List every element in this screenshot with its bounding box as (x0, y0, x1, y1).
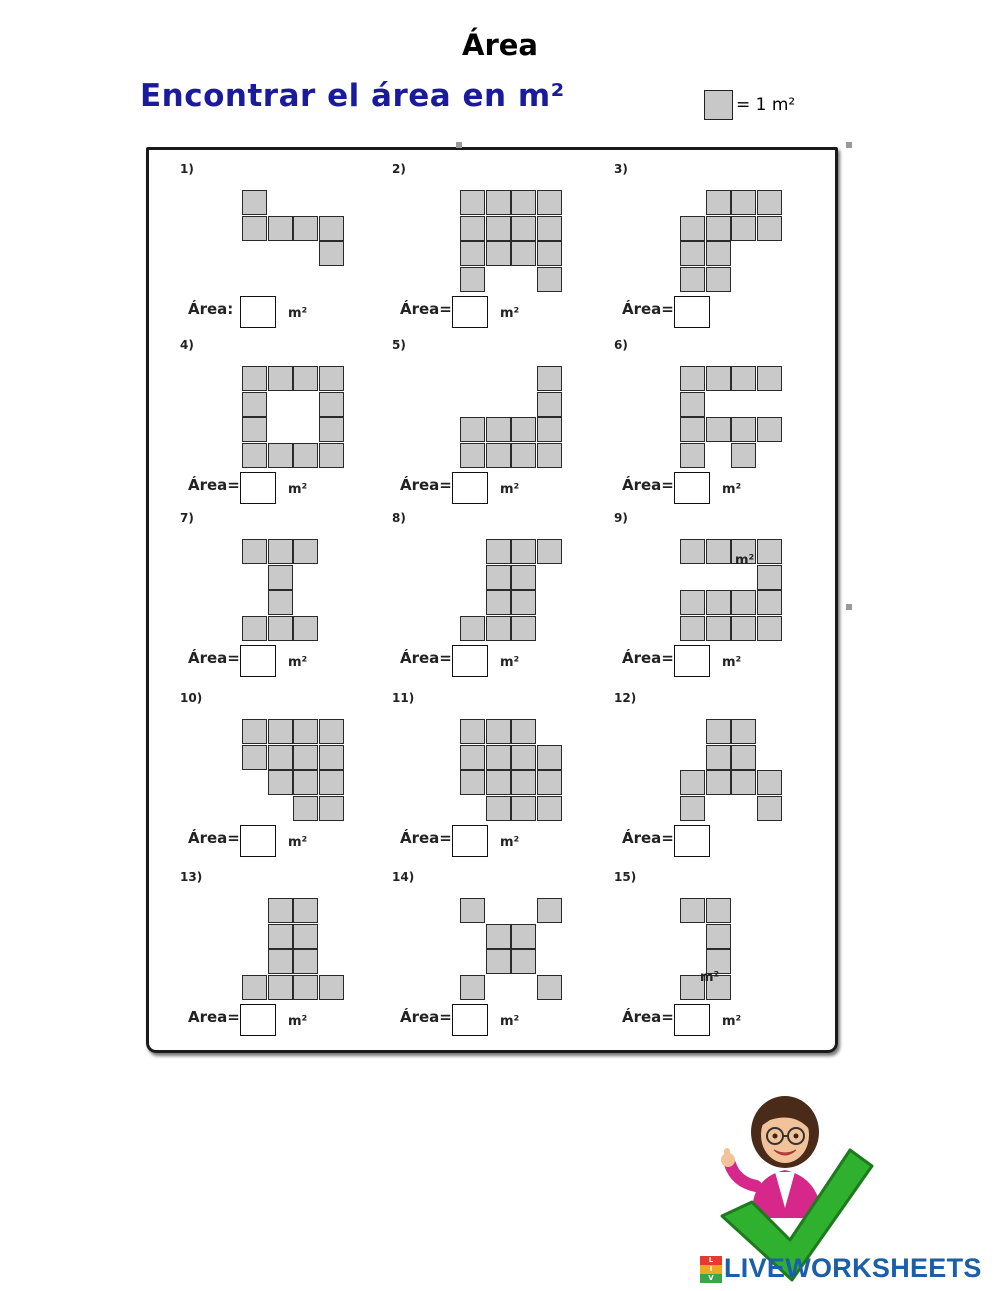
area-unit-square (460, 975, 485, 1000)
area-unit-square (486, 924, 511, 949)
area-unit-square (486, 216, 511, 241)
exercise-number: 8) (392, 511, 406, 525)
area-unit-square (757, 216, 782, 241)
area-unit-square (293, 898, 318, 923)
area-unit-square (268, 616, 293, 641)
area-unit-square (242, 616, 267, 641)
area-label: Área= (622, 300, 674, 318)
area-unit-square (293, 366, 318, 391)
unit-label: m² (288, 835, 308, 850)
area-unit-square (731, 366, 756, 391)
area-unit-square (242, 392, 267, 417)
area-unit-square (706, 745, 731, 770)
area-unit-square (293, 770, 318, 795)
exercise-number: 3) (614, 162, 628, 176)
badge-letter: V (700, 1274, 722, 1283)
area-unit-square (486, 590, 511, 615)
exercise-number: 14) (392, 870, 415, 884)
area-unit-square (486, 949, 511, 974)
area-answer-input[interactable] (452, 1004, 488, 1036)
area-answer-input[interactable] (674, 472, 710, 504)
area-unit-square (293, 719, 318, 744)
exercise-number: 13) (180, 870, 203, 884)
area-label: Área= (188, 476, 240, 494)
area-unit-square (537, 796, 562, 821)
area-unit-square (731, 443, 756, 468)
area-unit-square (319, 366, 344, 391)
area-unit-square (511, 796, 536, 821)
area-unit-square (460, 443, 485, 468)
area-unit-square (537, 392, 562, 417)
area-unit-square (268, 539, 293, 564)
exercise-number: 7) (180, 511, 194, 525)
area-unit-square (268, 565, 293, 590)
area-unit-square (486, 443, 511, 468)
area-unit-square (486, 719, 511, 744)
area-unit-square (706, 590, 731, 615)
area-unit-square (511, 770, 536, 795)
area-label: Área= (622, 829, 674, 847)
area-label: Área= (400, 829, 452, 847)
area-unit-square (460, 745, 485, 770)
area-unit-square (268, 216, 293, 241)
exercise-number: 4) (180, 338, 194, 352)
area-unit-square (731, 216, 756, 241)
area-unit-square (706, 267, 731, 292)
square-meter-mark: m² (700, 970, 720, 985)
area-unit-square (268, 949, 293, 974)
area-label: Área= (188, 649, 240, 667)
area-unit-square (460, 616, 485, 641)
exercise-number: 6) (614, 338, 628, 352)
area-unit-square (757, 796, 782, 821)
area-unit-square (268, 443, 293, 468)
unit-label: m² (500, 482, 520, 497)
area-unit-square (486, 417, 511, 442)
area-unit-square (706, 898, 731, 923)
area-unit-square (486, 770, 511, 795)
area-unit-square (680, 616, 705, 641)
unit-label: m² (500, 1014, 520, 1029)
area-unit-square (731, 616, 756, 641)
liveworksheets-logo (700, 1253, 982, 1284)
page-title: Área (462, 28, 538, 62)
exercise-number: 9) (614, 511, 628, 525)
area-label: Área= (622, 649, 674, 667)
area-unit-square (706, 366, 731, 391)
area-answer-input[interactable] (240, 472, 276, 504)
area-label: Área= (400, 649, 452, 667)
area-label: Area= (188, 1008, 240, 1026)
area-unit-square (511, 539, 536, 564)
area-unit-square (511, 417, 536, 442)
area-unit-square (293, 539, 318, 564)
area-unit-square (537, 241, 562, 266)
area-unit-square (511, 565, 536, 590)
area-unit-square (486, 241, 511, 266)
area-unit-square (319, 719, 344, 744)
area-unit-square (731, 745, 756, 770)
exercise-number: 15) (614, 870, 637, 884)
area-unit-square (268, 366, 293, 391)
area-unit-square (242, 975, 267, 1000)
area-unit-square (680, 216, 705, 241)
area-unit-square (268, 898, 293, 923)
exercise-number: 1) (180, 162, 194, 176)
area-unit-square (486, 616, 511, 641)
area-unit-square (242, 443, 267, 468)
area-unit-square (537, 267, 562, 292)
area-unit-square (706, 719, 731, 744)
area-unit-square (757, 770, 782, 795)
area-unit-square (680, 241, 705, 266)
area-unit-square (731, 719, 756, 744)
area-unit-square (731, 590, 756, 615)
area-unit-square (319, 796, 344, 821)
area-unit-square (242, 745, 267, 770)
area-answer-input[interactable] (452, 825, 488, 857)
area-unit-square (706, 616, 731, 641)
area-unit-square (319, 241, 344, 266)
area-unit-square (242, 417, 267, 442)
area-unit-square (486, 796, 511, 821)
area-unit-square (731, 770, 756, 795)
area-unit-square (460, 719, 485, 744)
area-unit-square (319, 417, 344, 442)
area-label: Área= (400, 476, 452, 494)
area-unit-square (511, 443, 536, 468)
unit-label: m² (288, 306, 308, 321)
unit-label: m² (500, 655, 520, 670)
area-unit-square (268, 745, 293, 770)
area-unit-square (680, 392, 705, 417)
area-unit-square (293, 745, 318, 770)
area-unit-square (757, 190, 782, 215)
unit-label: m² (722, 482, 742, 497)
area-answer-input[interactable] (674, 825, 710, 857)
area-unit-square (511, 719, 536, 744)
area-unit-square (319, 216, 344, 241)
area-unit-square (680, 366, 705, 391)
area-unit-square (293, 949, 318, 974)
area-unit-square (319, 745, 344, 770)
unit-label: m² (722, 1014, 742, 1029)
area-label: Área= (622, 1008, 674, 1026)
area-unit-square (460, 770, 485, 795)
area-unit-square (706, 241, 731, 266)
area-unit-square (680, 539, 705, 564)
area-unit-square (319, 975, 344, 1000)
area-unit-square (731, 190, 756, 215)
area-answer-input[interactable] (452, 472, 488, 504)
area-unit-square (537, 443, 562, 468)
area-unit-square (511, 745, 536, 770)
area-unit-square (680, 417, 705, 442)
area-unit-square (537, 975, 562, 1000)
area-unit-square (680, 590, 705, 615)
area-unit-square (486, 539, 511, 564)
unit-label: m² (500, 835, 520, 850)
area-unit-square (486, 745, 511, 770)
area-unit-square (460, 898, 485, 923)
exercise-number: 2) (392, 162, 406, 176)
area-answer-input[interactable] (240, 1004, 276, 1036)
area-unit-square (757, 616, 782, 641)
exercise-number: 10) (180, 691, 203, 705)
area-unit-square (537, 190, 562, 215)
area-unit-square (319, 770, 344, 795)
area-unit-square (460, 241, 485, 266)
area-label: Área= (400, 300, 452, 318)
area-answer-input[interactable] (240, 296, 276, 328)
unit-label: m² (288, 482, 308, 497)
area-answer-input[interactable] (674, 645, 710, 677)
exercise-number: 5) (392, 338, 406, 352)
area-unit-square (319, 443, 344, 468)
area-unit-square (293, 443, 318, 468)
area-unit-square (537, 539, 562, 564)
area-unit-square (757, 366, 782, 391)
area-unit-square (706, 190, 731, 215)
legend-text: = 1 m² (736, 95, 796, 115)
area-unit-square (293, 924, 318, 949)
unit-label: m² (288, 1014, 308, 1029)
square-meter-mark: m² (735, 553, 755, 568)
area-unit-square (680, 796, 705, 821)
area-unit-square (268, 924, 293, 949)
badge-letter: L (700, 1256, 722, 1265)
area-answer-input[interactable] (452, 296, 488, 328)
area-unit-square (242, 190, 267, 215)
area-unit-square (242, 216, 267, 241)
area-unit-square (242, 366, 267, 391)
area-unit-square (706, 216, 731, 241)
area-unit-square (537, 745, 562, 770)
area-unit-square (268, 770, 293, 795)
area-unit-square (706, 770, 731, 795)
area-unit-square (680, 443, 705, 468)
area-unit-square (242, 539, 267, 564)
area-unit-square (731, 417, 756, 442)
area-answer-input[interactable] (674, 1004, 710, 1036)
area-label: Área= (188, 829, 240, 847)
area-unit-square (293, 796, 318, 821)
area-unit-square (511, 241, 536, 266)
area-unit-square (757, 539, 782, 564)
area-unit-square (460, 417, 485, 442)
area-unit-square (242, 719, 267, 744)
area-unit-square (680, 267, 705, 292)
area-unit-square (706, 417, 731, 442)
area-unit-square (268, 719, 293, 744)
unit-label: m² (722, 655, 742, 670)
area-unit-square (293, 616, 318, 641)
area-unit-square (537, 898, 562, 923)
area-unit-square (268, 590, 293, 615)
area-unit-square (319, 392, 344, 417)
area-unit-square (486, 190, 511, 215)
area-unit-square (460, 190, 485, 215)
area-unit-square (511, 949, 536, 974)
area-label: Área: (188, 300, 234, 318)
area-unit-square (537, 366, 562, 391)
area-answer-input[interactable] (240, 825, 276, 857)
area-unit-square (706, 924, 731, 949)
unit-label: m² (500, 306, 520, 321)
area-unit-square (537, 216, 562, 241)
area-answer-input[interactable] (452, 645, 488, 677)
area-label: Área= (400, 1008, 452, 1026)
area-unit-square (511, 216, 536, 241)
area-unit-square (537, 417, 562, 442)
brand-text: LIVEWORKSHEETS (724, 1253, 982, 1283)
exercise-number: 12) (614, 691, 637, 705)
worksheet-subtitle: Encontrar el área en m² (140, 78, 565, 114)
area-unit-square (680, 898, 705, 923)
area-unit-square (460, 267, 485, 292)
area-unit-square (537, 770, 562, 795)
area-answer-input[interactable] (674, 296, 710, 328)
unit-label: m² (288, 655, 308, 670)
brand-badge-icon (700, 1256, 722, 1282)
area-unit-square (511, 190, 536, 215)
area-unit-square (460, 216, 485, 241)
area-unit-square (293, 216, 318, 241)
area-unit-square (293, 975, 318, 1000)
area-unit-square (757, 417, 782, 442)
area-unit-square (680, 770, 705, 795)
area-unit-square (757, 565, 782, 590)
area-label: Área= (622, 476, 674, 494)
exercise-number: 11) (392, 691, 415, 705)
area-unit-square (511, 924, 536, 949)
area-unit-square (757, 590, 782, 615)
area-unit-square (486, 565, 511, 590)
area-unit-square (706, 539, 731, 564)
badge-letter: I (700, 1265, 722, 1274)
area-answer-input[interactable] (240, 645, 276, 677)
area-unit-square (511, 616, 536, 641)
area-unit-square (268, 975, 293, 1000)
area-unit-square (511, 590, 536, 615)
